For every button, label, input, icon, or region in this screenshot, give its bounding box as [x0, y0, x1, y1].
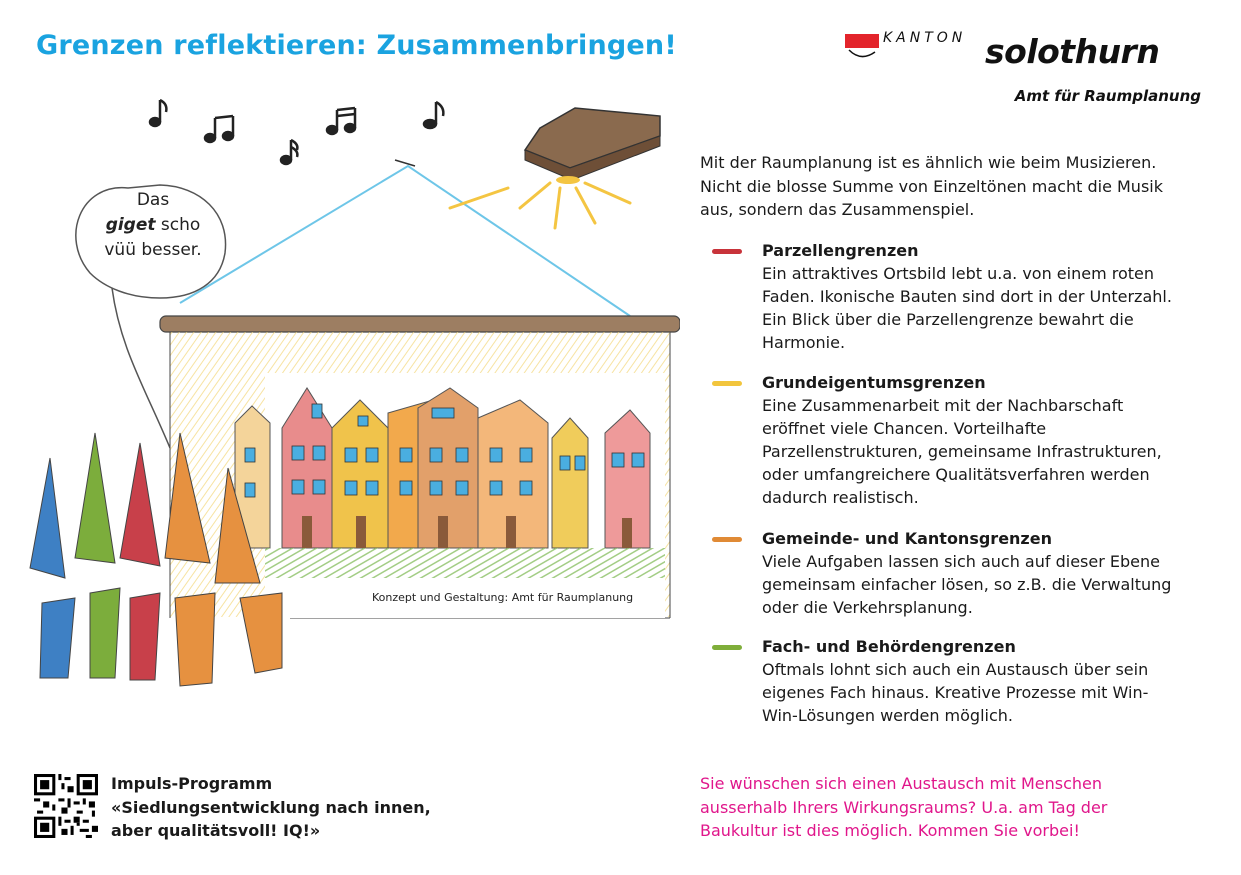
- item-parzellengrenzen: Parzellengrenzen Ein attraktives Ortsbild lebt u.a. von einem roten Faden. Ikonische Bauten sind dort in der Unterzahl. Ein Blick über die Parzellengrenze bewahrt die Harmonie.: [712, 240, 1182, 354]
- green-line-swatch: [712, 645, 742, 650]
- red-line-swatch: [712, 249, 742, 254]
- stage-lamp-icon: [450, 108, 660, 228]
- item-gemeinde-kantonsgrenzen: Gemeinde- und Kantonsgrenzen Viele Aufgaben lassen sich auch auf dieser Ebene gemeinsam einfacher lösen, so z.B. die Verwaltung oder die Verkehrsplanung.: [712, 528, 1182, 619]
- yellow-line-swatch: [712, 381, 742, 386]
- logo-department: Amt für Raumplanung: [1014, 87, 1201, 105]
- logo-flag-icon: [845, 34, 879, 48]
- page-title: Grenzen reflektieren: Zusammenbringen!: [36, 30, 677, 61]
- item-grundeigentumsgrenzen: Grundeigentumsgrenzen Eine Zusammenarbeit mit der Nachbarschaft eröffnet viele Chancen. Vorteilhafte Parzellenstrukturen, gemeinsame Infrastrukturen, oder umfangreichere Qualitätsverfahren werden dadurch realistisch.: [712, 372, 1182, 509]
- kanton-solothurn-logo: [845, 28, 1205, 118]
- orange-line-swatch: [712, 537, 742, 542]
- illustration-credit: Konzept und Gestaltung: Amt für Raumplanung: [372, 591, 634, 604]
- logo-solothurn-text: solothurn: [985, 32, 1160, 71]
- item-fach-behoerdengrenzen: Fach- und Behördengrenzen Oftmals lohnt sich auch ein Austausch über sein eigenes Fach hinaus. Kreative Prozesse mit Win-Win-Lösungen werden möglich.: [712, 636, 1182, 727]
- qr-code-icon[interactable]: [34, 774, 98, 838]
- intro-text: Mit der Raumplanung ist es ähnlich wie beim Musizieren. Nicht die blosse Summe von Einzeltönen macht die Musik aus, sondern das Zusammenspiel.: [700, 153, 1163, 219]
- concert-illustration: [20, 88, 680, 738]
- speech-bubble-text: Das giget scho vüü besser.: [104, 190, 202, 260]
- logo-kanton-text: KANTON: [883, 30, 967, 46]
- impuls-programm-text: Impuls-Programm «Siedlungsentwicklung nach innen, aber qualitätsvoll! IQ!»: [111, 774, 431, 840]
- music-notes-icon: [150, 100, 443, 164]
- call-to-action: Sie wünschen sich einen Austausch mit Menschen ausserhalb Ihrers Wirkungsraums? U.a. am Tag der Baukultur ist dies möglich. Kommen Sie vorbei!: [700, 774, 1108, 840]
- logo-swoosh-icon: [847, 48, 877, 62]
